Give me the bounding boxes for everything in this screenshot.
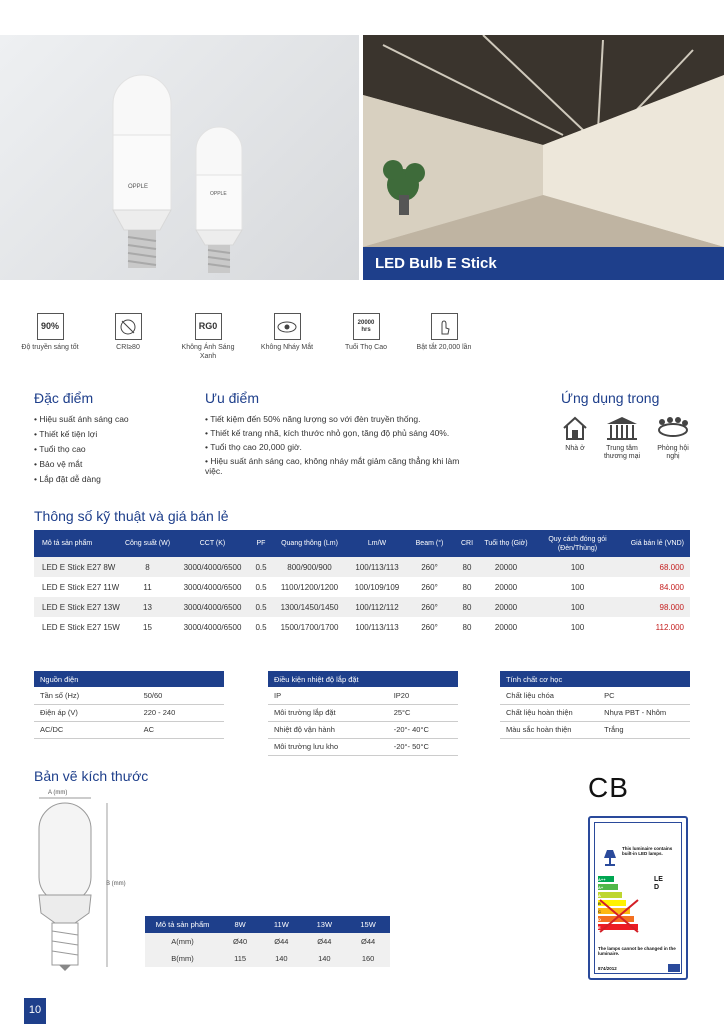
- dim-label-a: A (mm): [48, 790, 68, 796]
- ban-ve-heading: Bản vẽ kích thước: [34, 768, 149, 784]
- list-item: • Hiệu suất ánh sáng cao: [34, 412, 184, 427]
- class-label: B: [598, 901, 601, 906]
- table-row: [34, 617, 690, 637]
- product-title: LED Bulb E Stick: [363, 247, 724, 280]
- cell: -20°- 50°C: [388, 738, 458, 755]
- spec-heading: Thông số kỹ thuật và giá bán lẻ: [34, 508, 229, 524]
- feature-label: CRI≥80: [116, 344, 140, 351]
- cell: 15: [120, 617, 175, 637]
- col-header: Lm/W: [347, 530, 407, 557]
- application-conference: [651, 414, 695, 461]
- table-row: [268, 738, 458, 755]
- nguon-dien-table: [34, 671, 224, 739]
- cell: 160: [346, 950, 390, 967]
- col-header: 13W: [302, 916, 346, 933]
- class-label: A++: [598, 877, 606, 882]
- col-header: Beam (°): [407, 530, 452, 557]
- energy-classes: [598, 876, 606, 932]
- list-item: • Hiệu suất ánh sáng cao, không nháy mắt giảm căng thẳng khi làm việc.: [205, 454, 470, 476]
- cell: Chất liệu chóa: [500, 687, 598, 704]
- col-header: Công suất (W): [120, 530, 175, 557]
- cell: 100: [530, 577, 625, 597]
- table-heading: Điều kiện nhiệt độ lắp đặt: [268, 671, 458, 687]
- table-row: [268, 721, 458, 738]
- corridor-photo: [363, 35, 724, 247]
- ra-90-icon: 90%: [37, 313, 64, 340]
- cell: 8: [120, 557, 175, 577]
- table-row: [34, 704, 224, 721]
- cell: 3000/4000/6500: [175, 617, 250, 637]
- col-header: 15W: [346, 916, 390, 933]
- cell: 140: [302, 950, 346, 967]
- price-cell: 68.000: [625, 557, 690, 577]
- col-header: PF: [250, 530, 272, 557]
- table-heading: Nguồn điện: [34, 671, 224, 687]
- dieu-kien-table: [268, 671, 458, 756]
- eye-icon: [274, 313, 301, 340]
- cell: Chất liệu hoàn thiện: [500, 704, 598, 721]
- brand-large: OPPLE: [128, 184, 149, 190]
- cell: Ø44: [302, 933, 346, 950]
- cell: 80: [452, 617, 482, 637]
- cell: 11: [120, 577, 175, 597]
- cell: 20000: [482, 617, 530, 637]
- table-row: [500, 704, 690, 721]
- list-item: • Tuổi thọ cao 20,000 giờ.: [205, 440, 470, 454]
- cell: 80: [452, 577, 482, 597]
- col-header: CRI: [452, 530, 482, 557]
- mall-icon: [605, 414, 639, 442]
- cell: AC/DC: [34, 721, 138, 738]
- cell: Ø44: [260, 933, 302, 950]
- table-heading: Tính chất cơ học: [500, 671, 690, 687]
- cell: 20000: [482, 557, 530, 577]
- cell: 100/112/112: [347, 597, 407, 617]
- cell: 260°: [407, 617, 452, 637]
- uu-diem-list: [205, 412, 470, 476]
- cell: 13: [120, 597, 175, 617]
- cell: 220 - 240: [138, 704, 224, 721]
- dimension-drawing: [25, 795, 135, 975]
- dac-diem-list: [34, 412, 184, 487]
- cell: 0.5: [250, 557, 272, 577]
- cell: IP20: [388, 687, 458, 704]
- application-label: Trung tâm thương mại: [603, 445, 641, 460]
- spec-table: [34, 530, 690, 637]
- lamp-icon: [600, 848, 620, 866]
- cell: A(mm): [145, 933, 220, 950]
- dim-label-b: B (mm): [106, 881, 126, 887]
- table-row: [34, 557, 690, 577]
- cell: 0.5: [250, 577, 272, 597]
- cell: 260°: [407, 597, 452, 617]
- rg0-icon: RG0: [195, 313, 222, 340]
- list-item: • Lắp đặt dễ dàng: [34, 472, 184, 487]
- feature-cri: [98, 313, 158, 352]
- table-row: [268, 687, 458, 704]
- price-cell: 84.000: [625, 577, 690, 597]
- cell: 100/109/109: [347, 577, 407, 597]
- product-photo: [0, 35, 359, 280]
- led-text: LED: [654, 876, 663, 891]
- class-label: E: [598, 925, 601, 930]
- table-row: [500, 721, 690, 738]
- cell: 0.5: [250, 617, 272, 637]
- cb-mark: CB: [588, 772, 629, 803]
- cell: Ø40: [220, 933, 260, 950]
- cell: Điện áp (V): [34, 704, 138, 721]
- brand-small: OPPLE: [210, 191, 227, 197]
- cell: Màu sắc hoàn thiện: [500, 721, 598, 738]
- cell: Nhựa PBT - Nhôm: [598, 704, 690, 721]
- cell: 1300/1450/1450: [272, 597, 347, 617]
- cell: 80: [452, 557, 482, 577]
- cell: -20°- 40°C: [388, 721, 458, 738]
- table-row: [268, 704, 458, 721]
- cell: Ø44: [346, 933, 390, 950]
- feature-eye: [257, 313, 317, 352]
- hours-icon: 20000 hrs: [353, 313, 380, 340]
- class-label: A: [598, 893, 601, 898]
- table-row: [145, 933, 390, 950]
- cell: 140: [260, 950, 302, 967]
- cell: 1500/1700/1700: [272, 617, 347, 637]
- feature-label: Không Ánh Sáng Xanh: [181, 344, 235, 360]
- switch-icon: [431, 313, 458, 340]
- cell: 1100/1200/1200: [272, 577, 347, 597]
- spec-header-row: [34, 530, 690, 557]
- col-header: Mô tả sản phẩm: [145, 916, 220, 933]
- cell: 800/900/900: [272, 557, 347, 577]
- feature-label: Bật tắt 20,000 lần: [416, 344, 472, 351]
- table-row: [34, 687, 224, 704]
- col-header: 11W: [260, 916, 302, 933]
- application-home: [555, 414, 595, 453]
- list-item: • Tuổi thọ cao: [34, 442, 184, 457]
- ung-dung-heading: Ứng dụng trong: [561, 390, 660, 406]
- cell: 260°: [407, 557, 452, 577]
- energy-label: [588, 816, 688, 980]
- feature-ra: [20, 313, 80, 352]
- cell: 20000: [482, 597, 530, 617]
- application-label: Nhà ở: [565, 445, 585, 452]
- cell: Trắng: [598, 721, 690, 738]
- list-item: • Thiết kế tiện lợi: [34, 427, 184, 442]
- cell: Môi trường lưu kho: [268, 738, 388, 755]
- list-item: • Tiết kiệm đến 50% năng lượng so với đèn truyền thống.: [205, 412, 470, 426]
- cell: 25°C: [388, 704, 458, 721]
- cell: 115: [220, 950, 260, 967]
- cell: 100/113/113: [347, 557, 407, 577]
- table-row: [500, 687, 690, 704]
- cell: 80: [452, 597, 482, 617]
- table-row: [34, 721, 224, 738]
- feature-label: Tuổi Thọ Cao: [344, 344, 388, 351]
- col-header: Mô tả sản phẩm: [34, 530, 120, 557]
- list-item: • Bảo vệ mắt: [34, 457, 184, 472]
- cri-icon: [115, 313, 142, 340]
- cell: 0.5: [250, 597, 272, 617]
- class-label: D: [598, 917, 601, 922]
- table-row: [34, 597, 690, 617]
- conference-icon: [656, 414, 690, 442]
- class-label: A+: [598, 885, 604, 890]
- label-text-top: This luminaire contains built-in LED lamps.: [622, 846, 673, 856]
- cell: 100/113/113: [347, 617, 407, 637]
- feature-rg0: [178, 313, 238, 361]
- application-label: Phòng hội nghị: [657, 445, 689, 460]
- co-hoc-table: [500, 671, 690, 739]
- bulb-illustration: [0, 35, 359, 280]
- col-header: Quy cách đóng gói (Đèn/Thùng): [530, 530, 625, 557]
- cell: 100: [530, 557, 625, 577]
- col-header: Giá bán lẻ (VND): [625, 530, 690, 557]
- regulation-number: 874/2012: [598, 966, 617, 971]
- table-row: [34, 577, 690, 597]
- label-text-bottom: The lamps cannot be changed in the luminaire.: [598, 946, 676, 956]
- price-cell: 98.000: [625, 597, 690, 617]
- cell: PC: [598, 687, 690, 704]
- cell: LED E Stick E27 15W: [34, 617, 120, 637]
- feature-label: Độ truyền sáng tốt: [21, 344, 79, 351]
- cell: Nhiệt độ vận hành: [268, 721, 388, 738]
- feature-label: Không Nháy Mắt: [260, 344, 314, 351]
- table-row: [145, 950, 390, 967]
- house-icon: [561, 414, 589, 442]
- uu-diem-heading: Ưu điểm: [205, 390, 259, 406]
- cell: 3000/4000/6500: [175, 597, 250, 617]
- feature-switch: [414, 313, 474, 352]
- cell: B(mm): [145, 950, 220, 967]
- dac-diem-heading: Đặc điểm: [34, 390, 94, 406]
- cell: LED E Stick E27 8W: [34, 557, 120, 577]
- cell: LED E Stick E27 11W: [34, 577, 120, 597]
- cell: 100: [530, 617, 625, 637]
- cell: 260°: [407, 577, 452, 597]
- cell: 20000: [482, 577, 530, 597]
- cell: LED E Stick E27 13W: [34, 597, 120, 617]
- cell: 50/60: [138, 687, 224, 704]
- cell: IP: [268, 687, 388, 704]
- dimension-table: [145, 916, 390, 967]
- col-header: Quang thông (Lm): [272, 530, 347, 557]
- cell: 3000/4000/6500: [175, 557, 250, 577]
- cell: Môi trường lắp đặt: [268, 704, 388, 721]
- cell: 3000/4000/6500: [175, 577, 250, 597]
- feature-hours: [336, 313, 396, 352]
- page-number: 10: [24, 998, 46, 1024]
- col-header: 8W: [220, 916, 260, 933]
- price-cell: 112.000: [625, 617, 690, 637]
- cell: Tần số (Hz): [34, 687, 138, 704]
- application-mall: [598, 414, 646, 461]
- cell: 100: [530, 597, 625, 617]
- eu-flag-icon: [668, 964, 680, 972]
- list-item: • Thiết kế trang nhã, kích thước nhỏ gọn, tăng độ phủ sáng 40%.: [205, 426, 470, 440]
- col-header: Tuổi thọ (Giờ): [482, 530, 530, 557]
- cell: AC: [138, 721, 224, 738]
- col-header: CCT (K): [175, 530, 250, 557]
- class-label: C: [598, 909, 601, 914]
